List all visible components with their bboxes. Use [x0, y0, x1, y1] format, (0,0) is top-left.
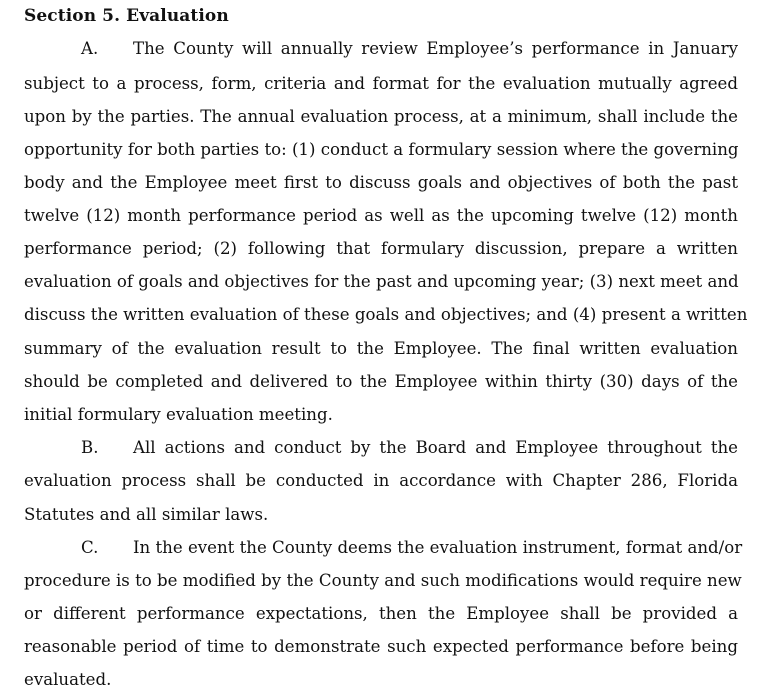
paragraph-a-line-9: discuss the written evaluation of these goals and objectives; and (4) present a written: [24, 305, 748, 324]
paragraph-a-line-5: body and the Employee meet first to discuss goals and objectives of both the past: [24, 173, 738, 192]
paragraph-c-line-4: reasonable period of time to demonstrate such expected performance before being: [24, 637, 738, 656]
paragraph-a-line-11: should be completed and delivered to the Employee within thirty (30) days of the: [24, 372, 738, 391]
paragraph-b-line-2: evaluation process shall be conducted in accordance with Chapter 286, Florida: [24, 471, 738, 490]
paragraph-a-line-3: upon by the parties. The annual evaluation process, at a minimum, shall include the: [24, 107, 738, 126]
paragraph-a-line-6: twelve (12) month performance period as well as the upcoming twelve (12) month: [24, 206, 738, 225]
paragraph-a-line-1: A. The County will annually review Employee’s performance in January: [81, 39, 738, 58]
paragraph-a-line-7: performance period; (2) following that formulary discussion, prepare a written: [24, 239, 738, 258]
paragraph-c-line-5: evaluated.: [24, 670, 112, 689]
paragraph-c-line-3: or different performance expectations, then the Employee shall be provided a: [24, 604, 738, 623]
paragraph-a-line-10: summary of the evaluation result to the Employee. The final written evaluation: [24, 339, 738, 358]
paragraph-b-line-3: Statutes and all similar laws.: [24, 505, 269, 524]
paragraph-a-line-12: initial formulary evaluation meeting.: [24, 405, 333, 424]
paragraph-a-line-2: subject to a process, form, criteria and format for the evaluation mutually agreed: [24, 74, 738, 93]
paragraph-a-marker: A.: [81, 39, 99, 58]
paragraph-c-line-1: C. In the event the County deems the evaluation instrument, format and/or: [81, 538, 743, 557]
paragraph-a-line-4: opportunity for both parties to: (1) conduct a formulary session where the governing: [24, 140, 739, 159]
paragraph-c-marker: C.: [81, 538, 99, 557]
paragraph-b-marker: B.: [81, 438, 99, 457]
paragraph-c-line-2: procedure is to be modified by the County and such modifications would require new: [24, 571, 742, 590]
section-heading: Section 5. Evaluation: [24, 6, 229, 26]
paragraph-a-line-8: evaluation of goals and objectives for the past and upcoming year; (3) next meet and: [24, 272, 739, 291]
paragraph-b-line-1: B. All actions and conduct by the Board and Employee throughout the: [81, 438, 738, 457]
